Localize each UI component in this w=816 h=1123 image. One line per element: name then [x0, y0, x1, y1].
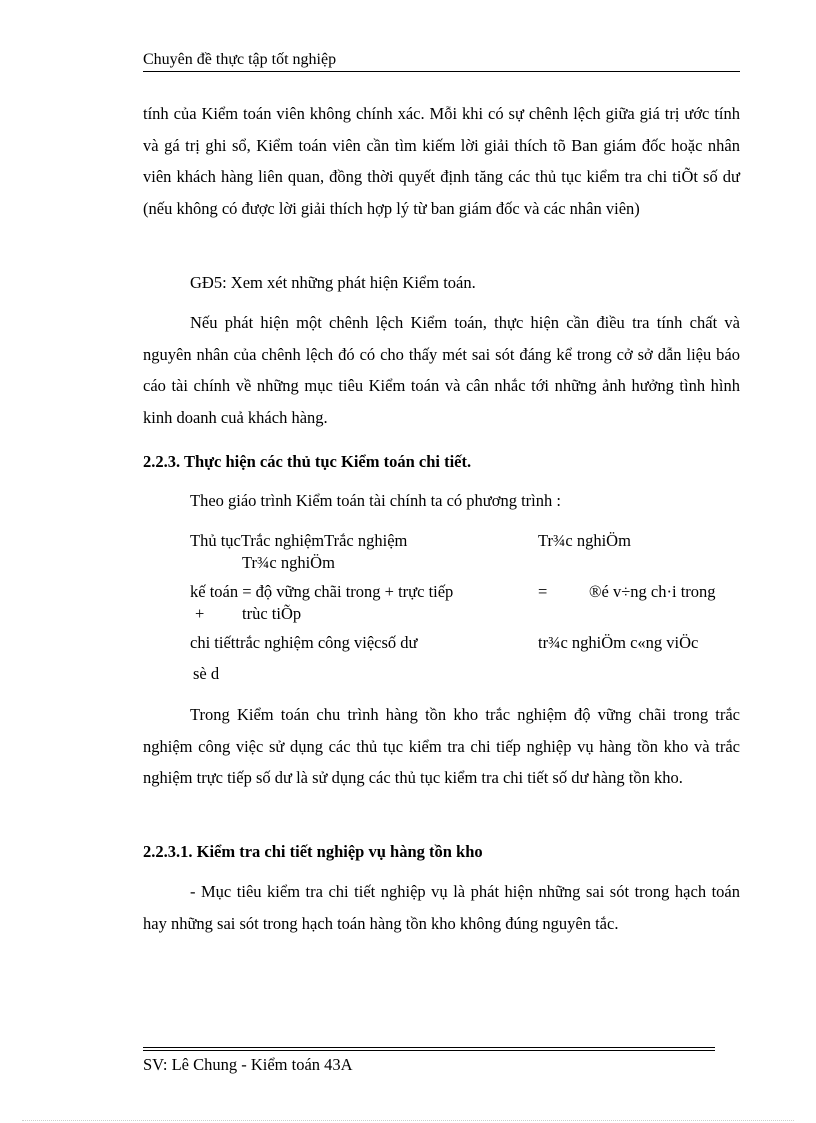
section-heading-2-2-3-1: 2.2.3.1. Kiểm tra chi tiết nghiệp vụ hàng tồn kho	[143, 842, 483, 861]
equation-row1-right: Tr¾c nghiÖm	[538, 531, 631, 550]
paragraph-estimate-discrepancy: tính của Kiểm toán viên không chính xác. Mỗi khi có sự chênh lệch giữa giá trị ước tính và gá trị ghi sổ, Kiểm toán viên cần tìm kiếm lời giải thích tõ Ban giám đốc hoặc nhân viên khách hàng liên quan, đồng thời quyết định tăng các thủ tục kiểm tra chi tiÕt số dư (nếu không có được lời giải thích hợp lý từ ban giám đốc và các nhân viên)	[143, 104, 740, 218]
equation-row2-plus: +	[195, 604, 205, 623]
page-footer-author: SV: Lê Chung - Kiểm toán 43A	[143, 1055, 353, 1074]
equation-row3-sub: sè d	[193, 664, 220, 683]
equation-row2-right: ®é v÷ng ch·i trong	[589, 582, 716, 601]
equation-row1-left: Thủ tụcTrắc nghiệmTrắc nghiệm	[190, 531, 408, 550]
paragraph-inventory-cycle: Trong Kiểm toán chu trình hàng tồn kho trắc nghiệm độ vững chãi trong trắc nghiệm công việc sử dụng các thủ tục kiểm tra chi tiếp nghiệp vụ hàng tồn kho và trắc nghiệm trực tiếp số dư là sử dụng các thủ tục kiểm tra chi tiết số dư hàng tồn kho.	[143, 705, 740, 787]
paragraph-detail-objective: - Mục tiêu kiểm tra chi tiết nghiệp vụ là phát hiện những sai sót trong hạch toán hay những sai sót trong hạch toán hàng tồn kho không đúng nguyên tắc.	[143, 882, 740, 933]
equation-row3-right: tr¾c nghiÖm c«ng viÖc	[538, 633, 699, 652]
section-heading-2-2-3: 2.2.3. Thực hiện các thủ tục Kiểm toán chi tiết.	[143, 452, 472, 471]
page-bottom-border	[22, 1120, 794, 1121]
equation-row2-left: kế toán = độ vững chãi trong + trực tiếp	[190, 582, 454, 601]
equation-row2-equals: =	[538, 582, 548, 601]
page-header-title: Chuyên đề thực tập tốt nghiệp	[143, 51, 337, 68]
equation-row3-left: chi tiếttrắc nghiệm công việcsố dư	[190, 633, 418, 652]
footer-divider-bottom	[143, 1050, 715, 1051]
header-divider	[143, 71, 740, 72]
paragraph-equation-intro: Theo giáo trình Kiểm toán tài chính ta có phương trình :	[190, 491, 561, 510]
equation-row2-sub: trùc tiÕp	[242, 604, 302, 623]
footer-divider-top	[143, 1047, 715, 1048]
paragraph-audit-discrepancy: Nếu phát hiện một chênh lệch Kiểm toán, thực hiện cần điều tra tính chất và nguyên nhân của chênh lệch đó có cho thấy mét sai sót đáng kể trong cở sở dẫn liệu báo cáo tài chính về những mục tiêu Kiểm toán và cân nhắc tới những ảnh hưởng tình hình kinh doanh cuả khách hàng.	[143, 313, 740, 427]
paragraph-stage-5: GĐ5: Xem xét những phát hiện Kiểm toán.	[190, 273, 476, 292]
equation-row1-sub: Tr¾c nghiÖm	[242, 553, 335, 572]
